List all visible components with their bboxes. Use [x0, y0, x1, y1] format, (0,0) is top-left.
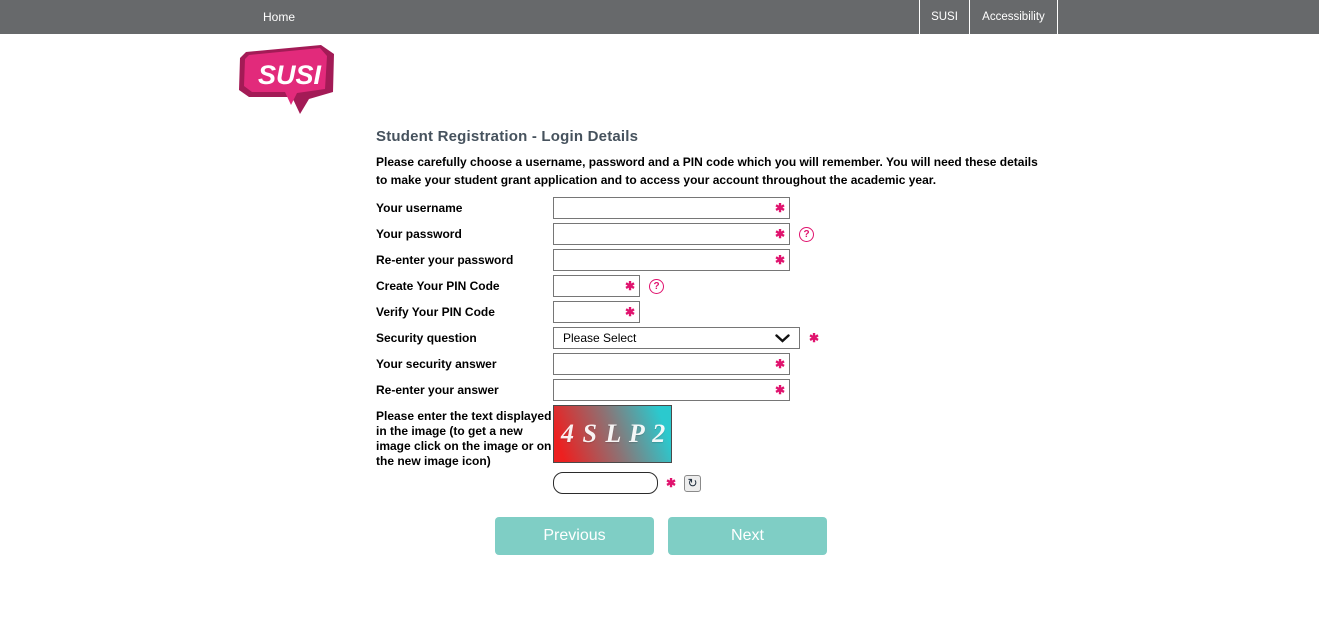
password-help-icon[interactable]: ? — [799, 227, 814, 242]
required-asterisk: ✱ — [666, 476, 677, 490]
pin-help-icon[interactable]: ? — [649, 279, 664, 294]
captcha-image[interactable]: 4 S L P 2 — [553, 405, 672, 463]
pin-confirm-row — [376, 301, 1066, 323]
password-confirm-row — [376, 249, 1066, 271]
password-confirm-input[interactable] — [553, 249, 790, 271]
nav-susi-link[interactable]: SUSI — [919, 0, 969, 34]
password-row — [376, 223, 1066, 245]
answer-confirm-row — [376, 379, 1066, 401]
captcha-label: Please enter the text displayed in the image (to get a new image click on the image or on the new image icon) — [376, 409, 552, 468]
required-asterisk: ✱ — [809, 331, 820, 345]
captcha-input[interactable] — [553, 472, 658, 494]
security-question-select[interactable] — [553, 327, 800, 349]
username-input[interactable] — [553, 197, 790, 219]
username-row — [376, 197, 1066, 219]
next-button[interactable]: Next — [668, 517, 827, 555]
required-asterisk: ✱ — [624, 305, 635, 319]
security-question-row — [376, 327, 1066, 349]
security-question-selected-value: Please Select — [563, 331, 637, 345]
new-image-refresh-icon[interactable]: ↻ — [684, 475, 701, 492]
answer-confirm-input[interactable] — [553, 379, 790, 401]
password-label: Your password — [376, 227, 462, 241]
susi-logo — [236, 44, 340, 116]
intro-text: Please carefully choose a username, password and a PIN code which you will remember. You will need these details to make your student grant application and to access your account throughout the academic year. — [376, 155, 1038, 187]
security-question-label: Security question — [376, 331, 477, 345]
top-navigation-bar — [0, 0, 1319, 34]
security-answer-row — [376, 353, 1066, 375]
top-right-nav — [919, 0, 1058, 34]
form-navigation — [495, 517, 1066, 555]
security-answer-input[interactable] — [553, 353, 790, 375]
security-answer-label: Your security answer — [376, 357, 497, 371]
pin-input[interactable] — [553, 275, 640, 297]
password-confirm-label: Re-enter your password — [376, 253, 514, 267]
nav-home-link[interactable]: Home — [263, 10, 296, 24]
pin-row — [376, 275, 1066, 297]
required-asterisk: ✱ — [774, 227, 785, 241]
pin-confirm-label: Verify Your PIN Code — [376, 305, 495, 319]
required-asterisk: ✱ — [774, 383, 785, 397]
previous-button[interactable]: Previous — [495, 517, 654, 555]
susi-logo-graphic — [236, 44, 340, 116]
pin-confirm-input[interactable] — [553, 301, 640, 323]
susi-logo-text: SUSI — [258, 60, 322, 90]
username-label: Your username — [376, 201, 463, 215]
required-asterisk: ✱ — [774, 253, 785, 267]
pin-label: Create Your PIN Code — [376, 279, 500, 293]
captcha-row — [376, 405, 1066, 494]
required-asterisk: ✱ — [774, 357, 785, 371]
page-title: Student Registration - Login Details — [376, 128, 639, 145]
nav-accessibility-link[interactable]: Accessibility — [969, 0, 1058, 34]
required-asterisk: ✱ — [774, 201, 785, 215]
registration-form — [376, 128, 1066, 555]
required-asterisk: ✱ — [624, 279, 635, 293]
password-input[interactable] — [553, 223, 790, 245]
answer-confirm-label: Re-enter your answer — [376, 383, 499, 397]
chevron-down-icon — [775, 334, 790, 343]
